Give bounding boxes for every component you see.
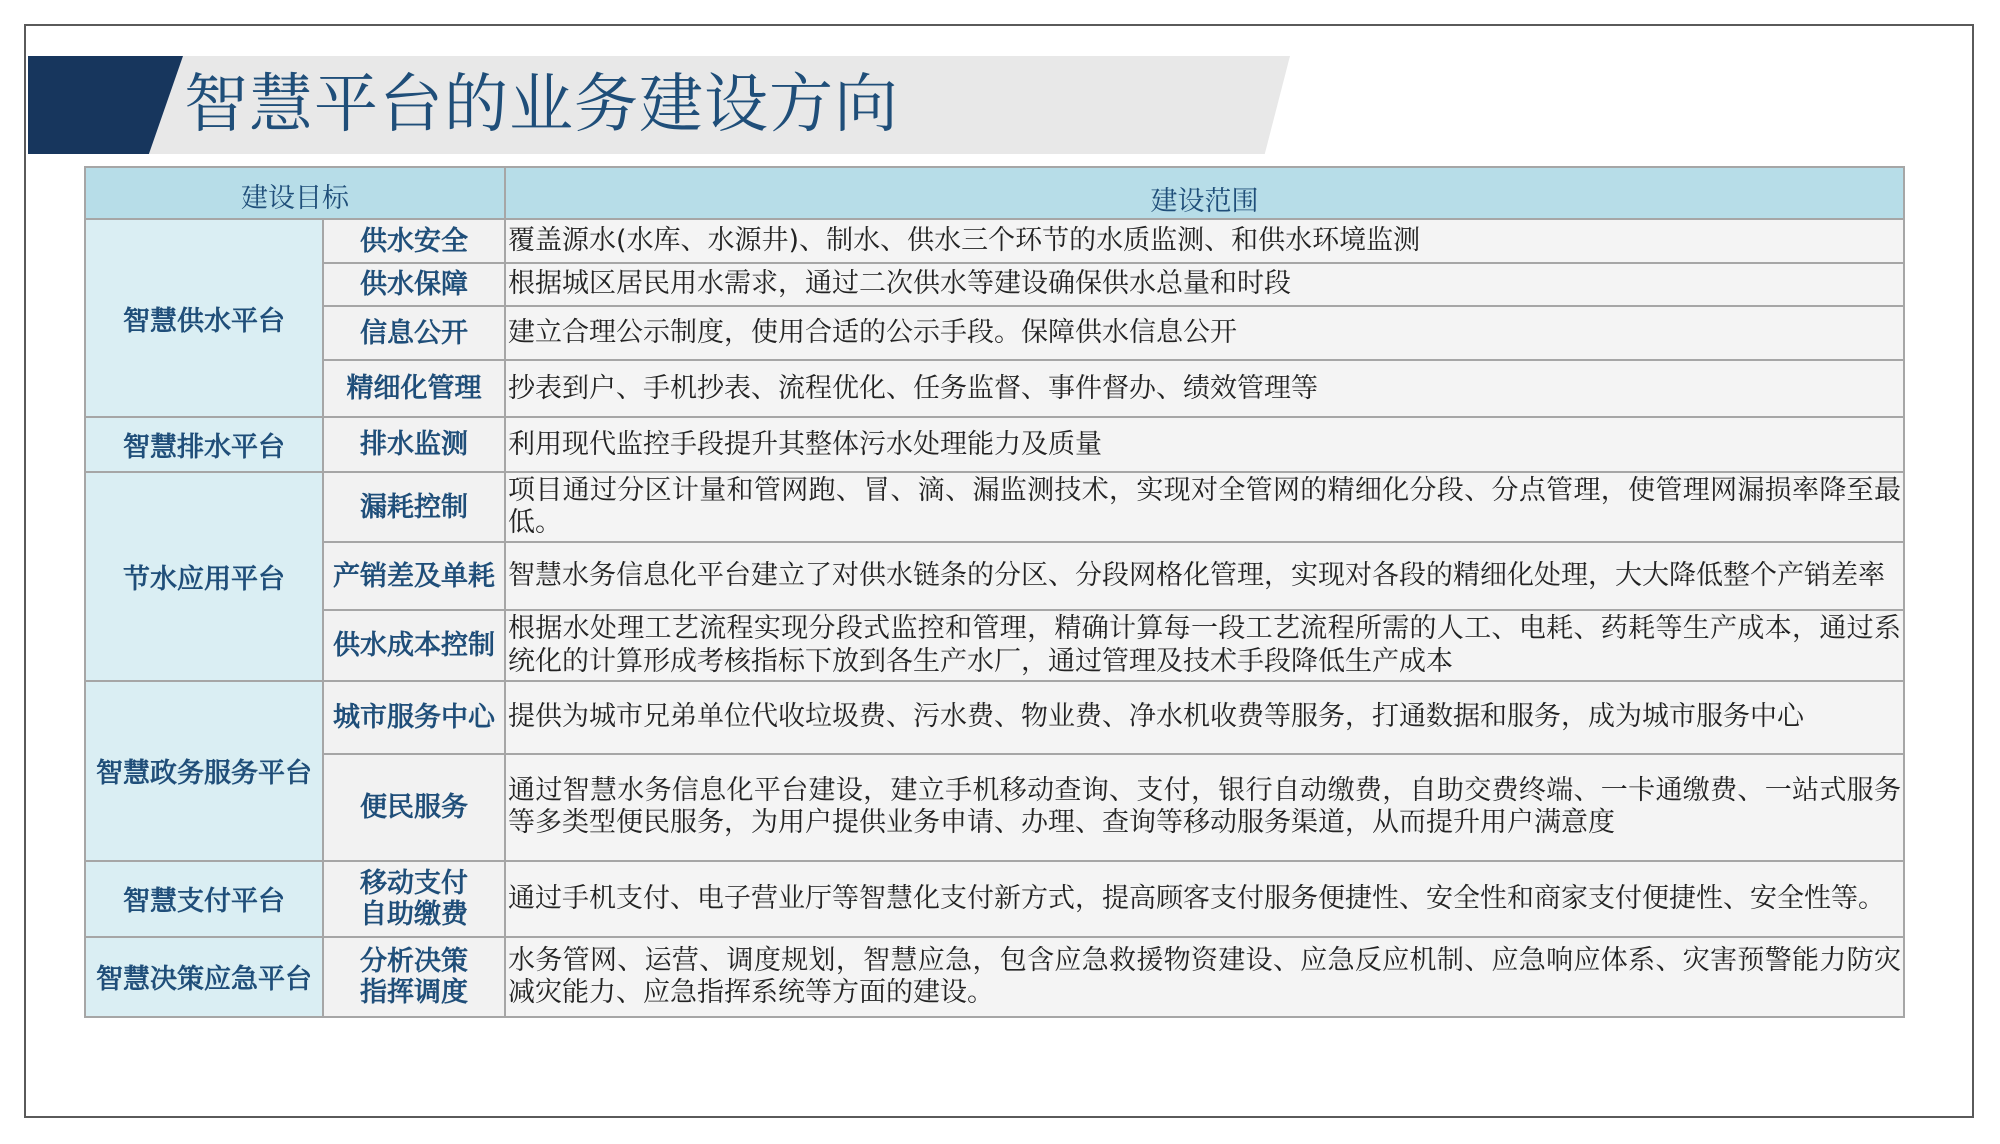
table-row (85, 472, 1904, 542)
table-row (85, 681, 1904, 754)
table-header-row (85, 167, 1904, 219)
scope-text: 建立合理公示制度，使用合适的公示手段。保障供水信息公开 (505, 306, 1904, 360)
table-row (85, 417, 1904, 472)
platform-decision-emergency: 智慧决策应急平台 (85, 937, 323, 1017)
scope-text: 根据水处理工艺流程实现分段式监控和管理，精确计算每一段工艺流程所需的人工、电耗、药耗等生产成本，通过系统化的计算形成考核指标下放到各生产水厂，通过管理及技术手段降低生产成本 (505, 610, 1904, 680)
scope-text: 通过手机支付、电子营业厅等智慧化支付新方式，提高顾客支付服务便捷性、安全性和商家支付便捷性、安全性等。 (505, 861, 1904, 937)
sub-item: 精细化管理 (323, 360, 505, 417)
platform-water-saving: 节水应用平台 (85, 472, 323, 680)
header-target: 建设目标 (85, 167, 505, 219)
sub-item: 排水监测 (323, 417, 505, 472)
scope-text: 提供为城市兄弟单位代收垃圾费、污水费、物业费、净水机收费等服务，打通数据和服务，成为城市服务中心 (505, 681, 1904, 754)
scope-text: 利用现代监控手段提升其整体污水处理能力及质量 (505, 417, 1904, 472)
platform-drainage: 智慧排水平台 (85, 417, 323, 472)
sub-item: 供水安全 (323, 219, 505, 263)
sub-item: 供水成本控制 (323, 610, 505, 680)
table-row (85, 263, 1904, 306)
table-row (85, 542, 1904, 610)
table-row (85, 937, 1904, 1017)
table-row (85, 219, 1904, 263)
scope-text: 智慧水务信息化平台建立了对供水链条的分区、分段网格化管理，实现对各段的精细化处理，大大降低整个产销差率 (505, 542, 1904, 610)
scope-text: 通过智慧水务信息化平台建设，建立手机移动查询、支付，银行自动缴费，自助交费终端、一卡通缴费、一站式服务等多类型便民服务，为用户提供业务申请、办理、查询等移动服务渠道，从而提升用户满意度 (505, 754, 1904, 861)
sub-item: 分析决策 指挥调度 (323, 937, 505, 1017)
platform-water-supply: 智慧供水平台 (85, 219, 323, 417)
scope-text: 覆盖源水(水库、水源井)、制水、供水三个环节的水质监测、和供水环境监测 (505, 219, 1904, 263)
scope-text: 水务管网、运营、调度规划，智慧应急，包含应急救援物资建设、应急反应机制、应急响应体系、灾害预警能力防灾减灾能力、应急指挥系统等方面的建设。 (505, 937, 1904, 1017)
table-row (85, 754, 1904, 861)
sub-item: 漏耗控制 (323, 472, 505, 542)
business-table (84, 166, 1905, 1018)
sub-item: 信息公开 (323, 306, 505, 360)
table-row (85, 360, 1904, 417)
slide-frame (24, 24, 1974, 1118)
sub-item: 城市服务中心 (323, 681, 505, 754)
scope-text: 抄表到户、手机抄表、流程优化、任务监督、事件督办、绩效管理等 (505, 360, 1904, 417)
page-title: 智慧平台的业务建设方向 (184, 68, 899, 142)
sub-item: 供水保障 (323, 263, 505, 306)
platform-government-service: 智慧政务服务平台 (85, 681, 323, 861)
header-scope: 建设范围 (505, 167, 1904, 219)
scope-text: 根据城区居民用水需求，通过二次供水等建设确保供水总量和时段 (505, 263, 1904, 306)
table-row (85, 306, 1904, 360)
table-row (85, 861, 1904, 937)
sub-item: 产销差及单耗 (323, 542, 505, 610)
scope-text: 项目通过分区计量和管网跑、冒、滴、漏监测技术，实现对全管网的精细化分段、分点管理，使管理网漏损率降至最低。 (505, 472, 1904, 542)
sub-item: 移动支付 自助缴费 (323, 861, 505, 937)
table-row (85, 610, 1904, 680)
sub-item: 便民服务 (323, 754, 505, 861)
platform-payment: 智慧支付平台 (85, 861, 323, 937)
